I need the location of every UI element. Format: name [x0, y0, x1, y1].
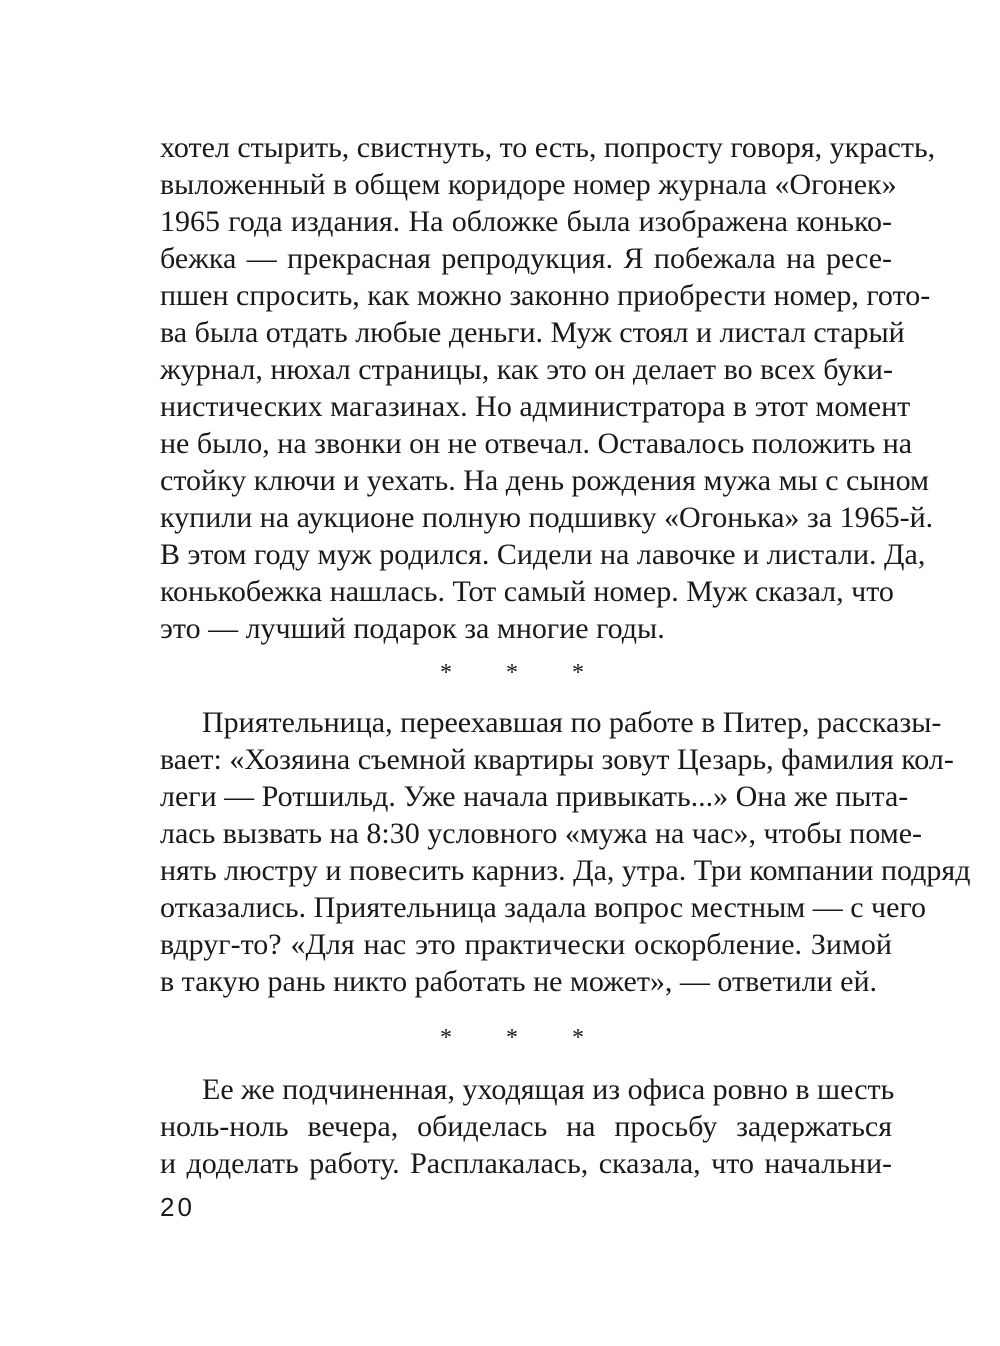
text-line: В этом году муж родился. Сидели на лавочке и листали. Да,: [160, 538, 926, 571]
text-line: вает: «Хозяина съемной квартиры зовут Цезарь, фамилия кол-: [160, 743, 954, 776]
text-line: и доделать работу. Расплакалась, сказала, что начальни-: [160, 1147, 892, 1180]
page-number: 20: [160, 1192, 195, 1222]
section-separator: * * *: [440, 660, 608, 686]
text-line: лась вызвать на 8:30 условного «мужа на час», чтобы поме-: [160, 817, 923, 850]
text-line: стойку ключи и уехать. На день рождения мужа мы с сыном: [160, 464, 929, 497]
text-line: 1965 года издания. На обложке была изображена конько-: [160, 205, 892, 238]
text-line: Приятельница, переехавшая по работе в Питер, рассказы-: [202, 706, 942, 739]
text-line: выложенный в общем коридоре номер журнала «Огонек»: [160, 168, 897, 201]
text-line: хотел стырить, свистнуть, то есть, попросту говоря, украсть,: [160, 131, 936, 164]
text-line: журнал, нюхал страницы, как это он делает во всех буки-: [160, 353, 893, 386]
text-line: отказались. Приятельница задала вопрос местным — с чего: [160, 891, 926, 924]
text-line: нять люстру и повесить карниз. Да, утра. Три компании подряд: [160, 854, 971, 887]
text-line: бежка — прекрасная репродукция. Я побежала на ресе-: [160, 242, 892, 275]
text-line: ноль-ноль вечера, обиделась на просьбу задержаться: [160, 1110, 892, 1143]
text-line: пшен спросить, как можно законно приобрести номер, гото-: [160, 279, 931, 312]
text-line: в такую рань никто работать не может», — ответили ей.: [160, 965, 878, 998]
text-line: это — лучший подарок за многие годы.: [160, 612, 665, 645]
text-line: купили на аукционе полную подшивку «Огонька» за 1965-й.: [160, 501, 934, 534]
text-line: вдруг-то? «Для нас это практически оскорбление. Зимой: [160, 928, 892, 961]
text-line: конькобежка нашлась. Тот самый номер. Муж сказал, что: [160, 575, 894, 608]
text-line: леги — Ротшильд. Уже начала привыкать...» Она же пыта-: [160, 780, 909, 813]
text-line: ва была отдать любые деньги. Муж стоял и листал старый: [160, 316, 905, 349]
text-line: нистических магазинах. Но администратора в этот момент: [160, 390, 911, 423]
text-line: не было, на звонки он не отвечал. Оставалось положить на: [160, 427, 913, 460]
text-line: Ее же подчиненная, уходящая из офиса ровно в шесть: [202, 1073, 895, 1106]
section-separator: * * *: [440, 1025, 608, 1051]
